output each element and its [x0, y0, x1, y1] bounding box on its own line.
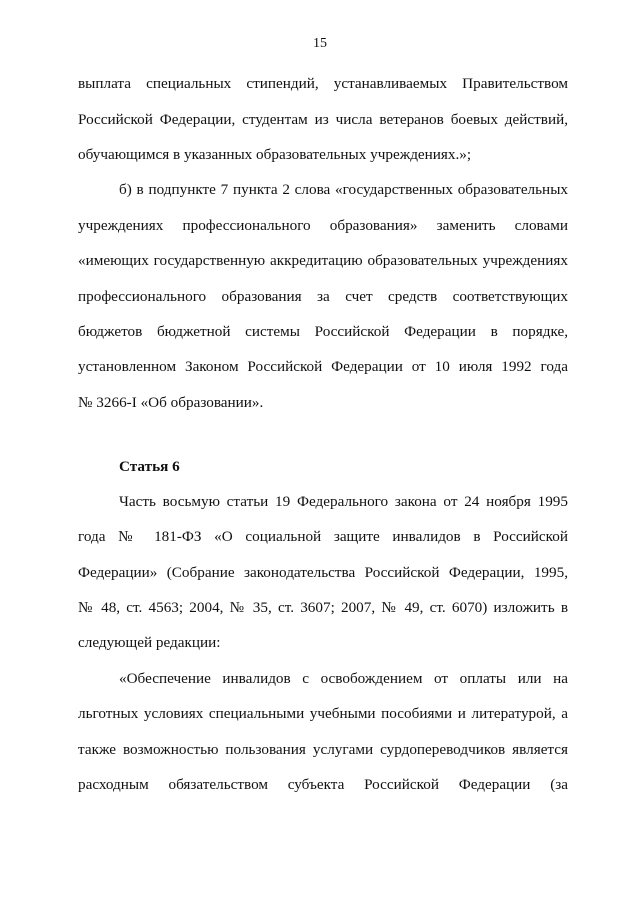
text-line: «Обеспечение инвалидов с освобождением от оплаты или на	[119, 670, 568, 687]
text-line: учреждениях профессионального образования» заменить словами	[78, 217, 568, 234]
text-line: Российской Федерации, студентам из числа ветеранов боевых действий,	[78, 111, 568, 128]
text-line: профессионального образования за счет средств соответствующих	[78, 288, 568, 305]
text-line: года № 181-ФЗ «О социальной защите инвалидов в Российской	[78, 528, 568, 545]
article-heading: Статья 6	[119, 458, 180, 475]
text-line: «имеющих государственную аккредитацию образовательных учреждениях	[78, 252, 568, 269]
text-line: льготных условиях специальными учебными пособиями и литературой, а	[78, 705, 568, 722]
text-line: следующей редакции:	[78, 634, 221, 651]
text-line: № 3266-I «Об образовании».	[78, 394, 264, 411]
text-line: также возможностью пользования услугами сурдопереводчиков является	[78, 741, 568, 758]
text-line: б) в подпункте 7 пункта 2 слова «государственных образовательных	[119, 181, 568, 198]
text-line: № 48, ст. 4563; 2004, № 35, ст. 3607; 2007, № 49, ст. 6070) изложить в	[78, 599, 568, 616]
page-number: 15	[313, 36, 327, 51]
text-line: обучающимся в указанных образовательных учреждениях.»;	[78, 146, 472, 163]
text-line: установленном Законом Российской Федерации от 10 июля 1992 года	[78, 358, 568, 375]
text-line: выплата специальных стипендий, устанавливаемых Правительством	[78, 75, 568, 92]
text-line: расходным обязательством субъекта Российской Федерации (за	[78, 776, 568, 793]
text-line: Часть восьмую статьи 19 Федерального закона от 24 ноября 1995	[119, 493, 568, 510]
text-line: бюджетов бюджетной системы Российской Федерации в порядке,	[78, 323, 568, 340]
text-line: Федерации» (Собрание законодательства Российской Федерации, 1995,	[78, 564, 568, 581]
